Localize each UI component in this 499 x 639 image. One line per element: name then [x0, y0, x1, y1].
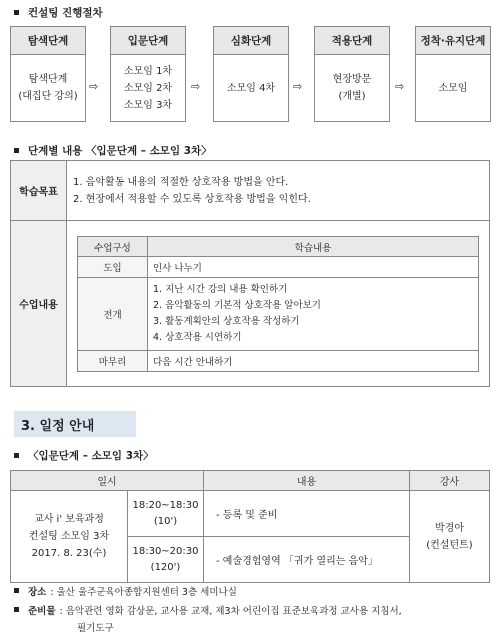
process-step-3 [213, 26, 289, 122]
lecturer-role: (컨설턴트) [426, 539, 473, 551]
part-cell: 도입 [78, 257, 148, 278]
square-bullet-icon [14, 453, 19, 458]
arrow-icon: ⇨ [293, 80, 303, 93]
time-range: 18:30~20:30 [132, 545, 199, 557]
process-step-2 [110, 26, 186, 122]
process-heading-text: 컨설팅 진행절차 [28, 7, 103, 19]
process-step-5 [415, 26, 491, 122]
step-line: (개별) [338, 91, 366, 102]
arrow-icon: ⇨ [89, 80, 99, 93]
stage-content-table [10, 160, 490, 387]
schedule-heading-text: 〈입문단계 – 소모임 3차〉 [28, 450, 154, 462]
arrow-icon: ⇨ [191, 80, 201, 93]
content-cell: - 등록 및 준비 [204, 491, 410, 537]
place-value: : 울산 울주군육아종합지원센터 3층 세미나실 [50, 587, 237, 598]
step-line: 소모임 2차 [123, 82, 173, 94]
step-line: 소모임 [438, 82, 468, 94]
stage-content-heading [14, 143, 212, 158]
lecturer-cell [410, 491, 490, 583]
step-line: 소모임 1차 [123, 65, 173, 77]
square-bullet-icon [14, 148, 19, 153]
lesson-plan-table [77, 236, 479, 372]
square-bullet-icon [14, 588, 19, 593]
date-line: 교사 i' 보육과정 [34, 514, 104, 525]
step-line: 소모임 3차 [123, 99, 173, 111]
time-cell [128, 491, 204, 537]
content-item: 1. 지난 시간 강의 내용 확인하기 [153, 284, 288, 295]
schedule-heading [14, 448, 154, 463]
schedule-table [10, 470, 490, 583]
process-step-1 [10, 26, 86, 122]
header-content: 내용 [204, 471, 410, 491]
supplies-note [14, 603, 402, 617]
step-line: 현장방문 [332, 74, 372, 85]
step-title: 정착·유지단계 [416, 27, 490, 55]
session-date-cell [11, 491, 128, 583]
time-cell [128, 537, 204, 583]
supplies-value: : 음악관련 영화 감상문, 교사용 교재, 제3차 어린이집 표준보육과정 교사용 지침서, [59, 606, 402, 617]
part-cell: 마무리 [78, 351, 148, 372]
goal-item: 1. 음악활동 내용의 적절한 상호작용 방법을 안다. [73, 176, 289, 188]
goal-item: 2. 현장에서 적용할 수 있도록 상호작용 방법을 익힌다. [73, 193, 311, 205]
square-bullet-icon [14, 10, 19, 15]
content-item: 2. 음악활동의 기본적 상호작용 알아보기 [153, 300, 321, 311]
part-cell: 전개 [78, 278, 148, 351]
col-header-structure: 수업구성 [78, 237, 148, 257]
header-date: 일시 [11, 471, 204, 491]
stage-content-heading-text: 단계별 내용 〈입문단계 – 소모임 3차〉 [28, 145, 212, 157]
arrow-icon: ⇨ [395, 80, 405, 93]
step-line: (대집단 강의) [18, 91, 78, 102]
process-step-4 [314, 26, 390, 122]
time-range: 18:20~18:30 [132, 499, 199, 511]
date-line: 2017. 8. 23(수) [31, 548, 107, 559]
duration: (10') [153, 515, 178, 527]
content-cell: - 예술경험영역 「귀가 열리는 음악」 [204, 537, 410, 583]
step-line: 탐색단계 [28, 74, 68, 85]
content-item: 3. 활동계획안의 상호작용 작성하기 [153, 316, 300, 327]
content-cell: 다음 시간 안내하기 [148, 351, 479, 372]
process-heading [14, 5, 103, 20]
step-title: 탐색단계 [11, 27, 85, 55]
goal-label: 학습목표 [11, 161, 67, 221]
col-header-content: 학습내용 [148, 237, 479, 257]
step-title: 심화단계 [214, 27, 288, 55]
date-line: 컨설팅 소모임 3차 [28, 531, 110, 542]
content-label: 수업내용 [11, 221, 67, 387]
content-item: 4. 상호작용 시연하기 [153, 332, 242, 343]
supplies-note-continued [77, 620, 114, 634]
supplies-value-2: 필기도구 [77, 623, 114, 634]
step-title: 적용단계 [315, 27, 389, 55]
place-label: 장소 [28, 587, 47, 598]
schedule-section-title: 3. 일정 안내 [14, 411, 136, 437]
step-title: 입문단계 [111, 27, 185, 55]
lecturer-name: 박경아 [435, 522, 464, 534]
step-line: 소모임 4차 [226, 82, 276, 94]
supplies-label: 준비물 [28, 606, 56, 617]
place-note [14, 584, 237, 598]
header-lecturer: 강사 [410, 471, 490, 491]
content-cell: 인사 나누기 [148, 257, 479, 278]
duration: (120') [150, 561, 181, 573]
square-bullet-icon [14, 607, 19, 612]
